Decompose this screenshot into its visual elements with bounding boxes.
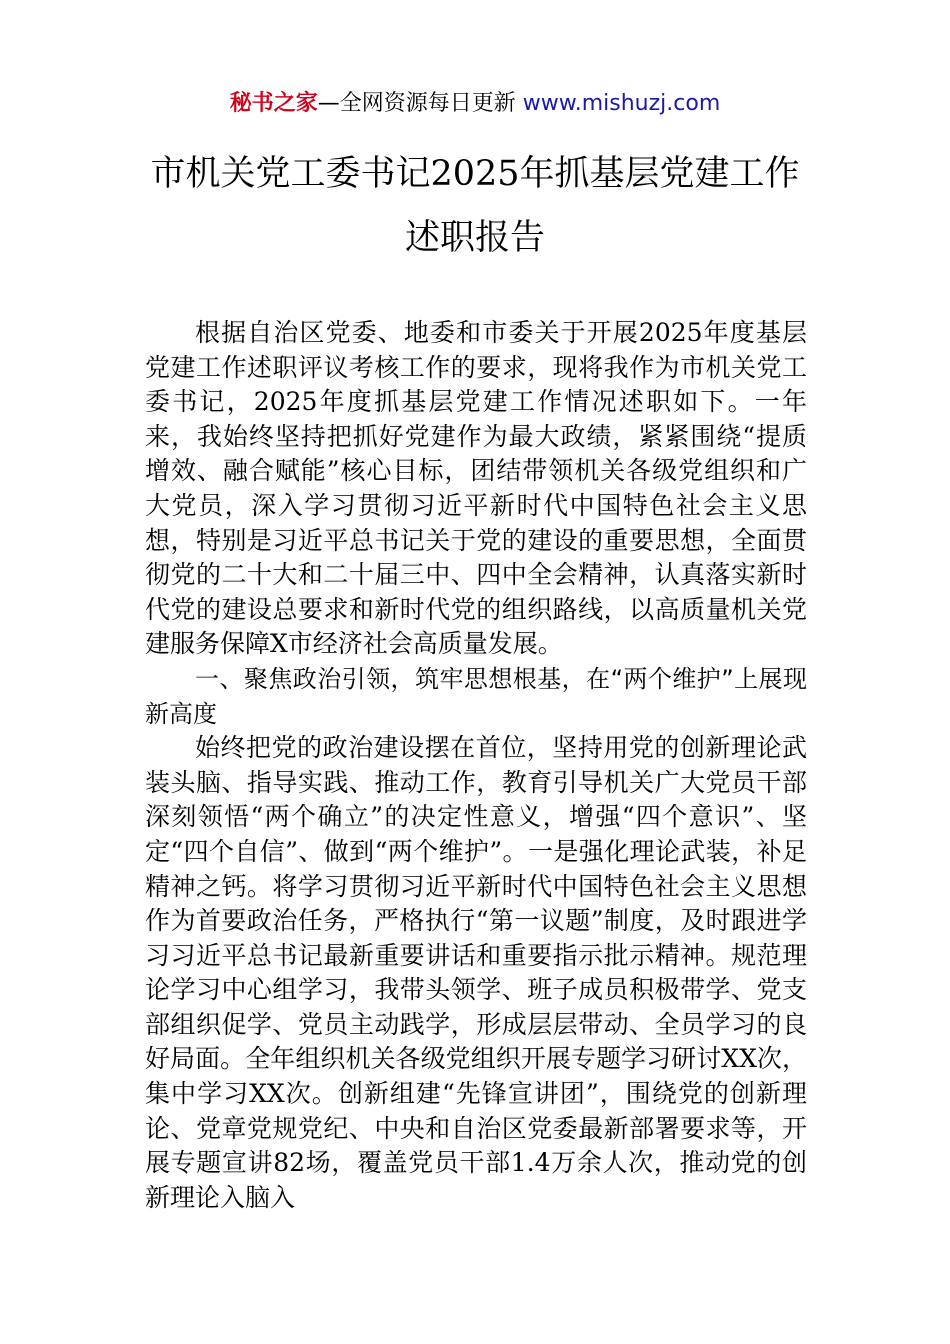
title-line-1: 市机关党工委书记2025年抓基层党建工作 [150,154,800,194]
section-heading-1: 一、聚焦政治引领，筑牢思想根基，在“两个维护”上展现新高度 [145,664,807,728]
paragraph-section-1: 始终把党的政治建设摆在首位，坚持用党的创新理论武装头脑、指导实践、推动工作，教育引导机关广大党员干部深刻领悟“两个确立”的决定性意义，增强“四个意识”、坚定“四个自信”、做到“两个维护”。一是强化理论武装，补足精神之钙。将学习贯彻习近平新时代中国特色社会主义思想作为首要政治任务，严格执行“第一议题”制度，及时跟进学习习近平总书记最新重要讲话和重要指示批示精神。规范理论学习中心组学习，我带头领学、班子成员积极带学、党支部组织促学、党员主动践学，形成层层带动、全员学习的良好局面。全年组织机关各级党组织开展专题学习研讨XX次，集中学习XX次。创新组建“先锋宣讲团”，围绕党的创新理论、党章党规党纪、中央和自治区党委最新部署要求等，开展专题宣讲82场，覆盖党员干部1.4万余人次，推动党的创新理论入脑入 [145,733,807,1212]
watermark-banner [0,88,950,120]
watermark-tagline: —全网资源每日更新 [317,91,523,116]
watermark-brand: 秘书之家 [229,91,318,116]
paragraph-intro: 根据自治区党委、地委和市委关于开展2025年度基层党建工作述职评议考核工作的要求，现将我作为市机关党工委书记，2025年度抓基层党建工作情况述职如下。一年来，我始终坚持把抓好党建作为最大政绩，紧紧围绕“提质增效、融合赋能”核心目标，团结带领机关各级党组织和广大党员，深入学习贯彻习近平新时代中国特色社会主义思想，特别是习近平总书记关于党的建设的重要思想，全面贯彻党的二十大和二十届三中、四中全会精神，认真落实新时代党的建设总要求和新时代党的组织路线，以高质量机关党建服务保障X市经济社会高质量发展。 [145,318,807,659]
document-body [145,316,807,1215]
document-title [100,142,850,270]
title-line-2: 述职报告 [404,218,545,258]
watermark-url: www.mishuzj.com [522,91,721,116]
